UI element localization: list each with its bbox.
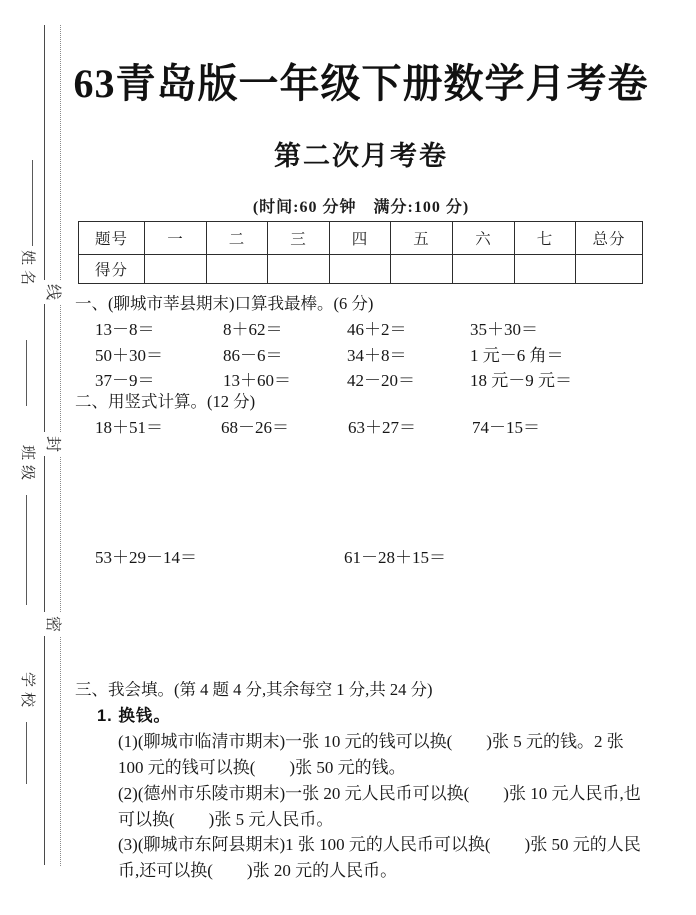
item-one-title: 换钱。 xyxy=(118,707,171,725)
score-cell xyxy=(330,255,391,284)
score-table xyxy=(78,221,643,284)
seal-char-feng: 封 xyxy=(40,432,64,456)
score-cell xyxy=(515,255,576,284)
fill-part-1-line-1: (1)(聊城市临清市期末)一张 10 元的钱可以换( )张 5 元的钱。2 张 xyxy=(118,732,624,751)
class-field xyxy=(18,445,36,605)
score-cell xyxy=(207,255,268,284)
score-table-col-7: 七 xyxy=(515,222,576,255)
school-field-blank xyxy=(27,722,28,784)
item-one-number: 1. xyxy=(97,707,113,725)
school-field xyxy=(18,672,36,784)
oral-problem: 86－6＝ xyxy=(223,346,283,365)
column-problem: 68－26＝ xyxy=(221,418,289,437)
school-field-label: 学校 xyxy=(19,672,35,713)
score-cell xyxy=(576,255,643,284)
name-field-blank xyxy=(27,340,28,406)
oral-problem: 34＋8＝ xyxy=(347,346,407,365)
score-row-label: 得分 xyxy=(79,255,145,284)
oral-problem: 46＋2＝ xyxy=(347,320,407,339)
score-cell xyxy=(453,255,515,284)
name-field-label: 姓名 xyxy=(19,250,35,291)
page-title: 63青岛版一年级下册数学月考卷 xyxy=(73,61,649,106)
oral-problem: 13＋60＝ xyxy=(223,371,291,390)
fill-part-3-line-1: (3)(聊城市东阿县期末)1 张 100 元的人民币可以换( )张 50 元的人民 xyxy=(118,835,641,854)
oral-problem: 35＋30＝ xyxy=(470,320,538,339)
score-cell xyxy=(268,255,330,284)
class-field-label: 班级 xyxy=(19,445,35,486)
oral-problem: 13－8＝ xyxy=(95,320,155,339)
fill-part-2-line-2: 可以换( )张 5 元人民币。 xyxy=(118,810,334,829)
oral-problem: 37－9＝ xyxy=(95,371,155,390)
column-problem: 74－15＝ xyxy=(472,418,540,437)
page-subtitle: 第二次月考卷 xyxy=(274,141,448,171)
score-table-col-4: 四 xyxy=(330,222,391,255)
item-one-label xyxy=(97,702,171,726)
seal-char-mi: 密 xyxy=(40,612,64,636)
score-table-col-5: 五 xyxy=(391,222,453,255)
oral-problem: 42－20＝ xyxy=(347,371,415,390)
fill-part-3-line-2: 币,还可以换( )张 20 元的人民币。 xyxy=(118,861,398,880)
section-two-heading: 二、用竖式计算。(12 分) xyxy=(75,392,256,411)
seal-char-xian: 线 xyxy=(40,280,64,304)
score-table-col-1: 一 xyxy=(145,222,207,255)
name-field xyxy=(18,250,36,406)
oral-problem: 50＋30＝ xyxy=(95,346,163,365)
score-cell xyxy=(145,255,207,284)
chained-problem: 53＋29－14＝ xyxy=(95,548,197,567)
score-table-corner: 题号 xyxy=(79,222,145,255)
oral-problem: 18 元－9 元＝ xyxy=(470,371,572,390)
score-table-col-total: 总分 xyxy=(576,222,643,255)
name-field-line-top xyxy=(32,160,33,246)
section-three-heading: 三、我会填。(第 4 题 4 分,其余每空 1 分,共 24 分) xyxy=(75,680,433,699)
chained-problem: 61－28＋15＝ xyxy=(344,548,446,567)
column-problem: 63＋27＝ xyxy=(348,418,416,437)
fill-part-2-line-1: (2)(德州市乐陵市期末)一张 20 元人民币可以换( )张 10 元人民币,也 xyxy=(118,784,641,803)
class-field-blank xyxy=(27,495,28,605)
score-cell xyxy=(391,255,453,284)
score-table-col-2: 二 xyxy=(207,222,268,255)
oral-problem: 8＋62＝ xyxy=(223,320,283,339)
score-table-col-3: 三 xyxy=(268,222,330,255)
oral-problem: 1 元－6 角＝ xyxy=(470,346,564,365)
section-one-heading: 一、(聊城市莘县期末)口算我最棒。(6 分) xyxy=(75,294,374,313)
fill-part-1-line-2: 100 元的钱可以换( )张 50 元的钱。 xyxy=(118,758,406,777)
score-table-col-6: 六 xyxy=(453,222,515,255)
column-problem: 18＋51＝ xyxy=(95,418,163,437)
time-score-info: (时间:60 分钟 满分:100 分) xyxy=(252,199,470,216)
